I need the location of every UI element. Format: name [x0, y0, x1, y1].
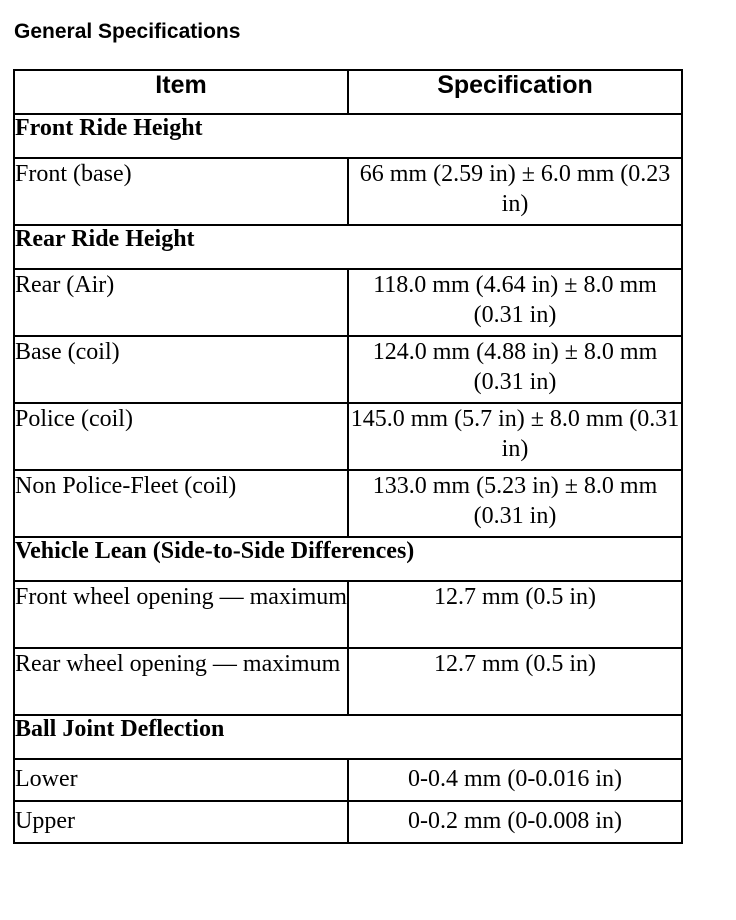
- table-row: [14, 470, 682, 537]
- section-row: [14, 114, 682, 158]
- spec-cell: 12.7 mm (0.5 in): [348, 581, 682, 648]
- section-vehicle-lean: Vehicle Lean (Side-to-Side Differences): [14, 537, 682, 581]
- header-item: Item: [14, 70, 348, 114]
- section-row: [14, 537, 682, 581]
- spec-cell: 124.0 mm (4.88 in) ± 8.0 mm (0.31 in): [348, 336, 682, 403]
- item-cell: Front (base): [14, 158, 348, 225]
- item-cell: Rear wheel opening — maximum: [14, 648, 348, 715]
- table-row: [14, 336, 682, 403]
- table-row: [14, 648, 682, 715]
- item-cell: Front wheel opening — maximum: [14, 581, 348, 648]
- section-row: [14, 225, 682, 269]
- spec-cell: 133.0 mm (5.23 in) ± 8.0 mm (0.31 in): [348, 470, 682, 537]
- spec-cell: 12.7 mm (0.5 in): [348, 648, 682, 715]
- table-row: [14, 759, 682, 801]
- header-row: [14, 70, 682, 114]
- item-cell: Rear (Air): [14, 269, 348, 336]
- section-front-ride-height: Front Ride Height: [14, 114, 682, 158]
- header-specification: Specification: [348, 70, 682, 114]
- specifications-table: [13, 69, 683, 844]
- spec-cell: 145.0 mm (5.7 in) ± 8.0 mm (0.31 in): [348, 403, 682, 470]
- section-row: [14, 715, 682, 759]
- spec-cell: 66 mm (2.59 in) ± 6.0 mm (0.23 in): [348, 158, 682, 225]
- spec-cell: 0-0.2 mm (0-0.008 in): [348, 801, 682, 843]
- spec-cell: 0-0.4 mm (0-0.016 in): [348, 759, 682, 801]
- page-title: General Specifications: [14, 20, 241, 43]
- item-cell: Police (coil): [14, 403, 348, 470]
- table-row: [14, 158, 682, 225]
- spec-cell: 118.0 mm (4.64 in) ± 8.0 mm (0.31 in): [348, 269, 682, 336]
- table-row: [14, 403, 682, 470]
- table-row: [14, 581, 682, 648]
- section-ball-joint-deflection: Ball Joint Deflection: [14, 715, 682, 759]
- item-cell: Upper: [14, 801, 348, 843]
- section-rear-ride-height: Rear Ride Height: [14, 225, 682, 269]
- item-cell: Non Police-Fleet (coil): [14, 470, 348, 537]
- table-row: [14, 801, 682, 843]
- item-cell: Base (coil): [14, 336, 348, 403]
- table-row: [14, 269, 682, 336]
- item-cell: Lower: [14, 759, 348, 801]
